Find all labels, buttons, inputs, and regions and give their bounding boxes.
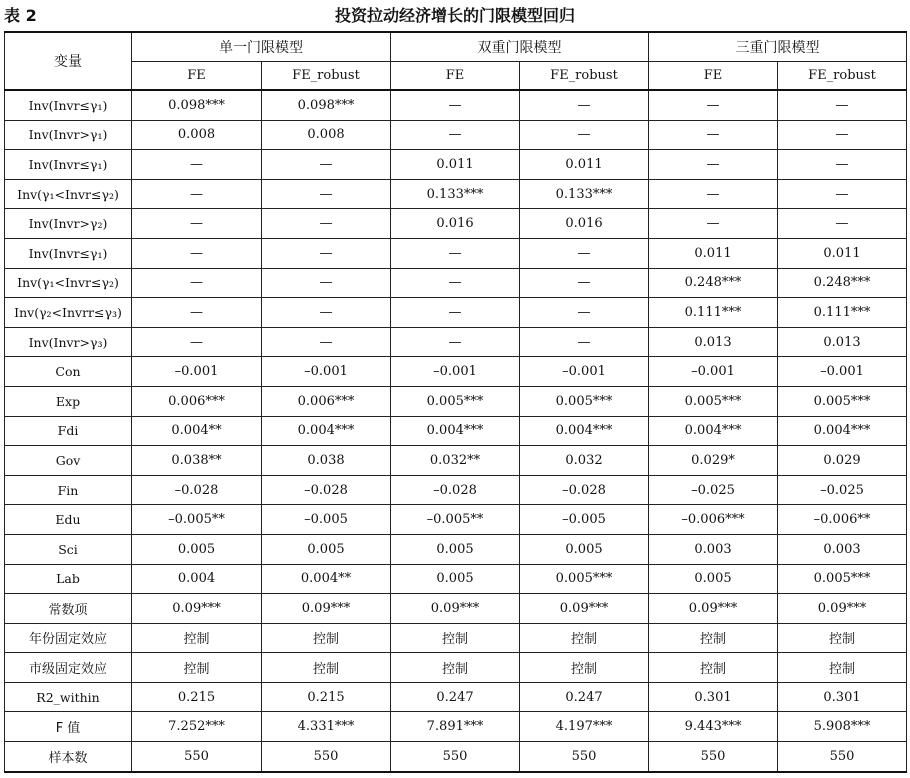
table-cell: –0.005 — [262, 505, 391, 535]
row-variable-label: Edu — [5, 505, 132, 535]
table-row — [5, 268, 907, 298]
table-row — [5, 594, 907, 624]
table-cell: — — [262, 179, 391, 209]
table-cell: 0.09*** — [132, 594, 262, 624]
row-variable-label: Sci — [5, 534, 132, 564]
table-row — [5, 623, 907, 653]
table-cell: — — [132, 298, 262, 328]
table-cell: 控制 — [391, 623, 520, 653]
table-cell: 4.331*** — [262, 712, 391, 742]
table-cell: — — [391, 298, 520, 328]
table-cell: 0.09*** — [262, 594, 391, 624]
table-cell: — — [132, 327, 262, 357]
table-cell: 0.248*** — [649, 268, 778, 298]
group-header-double: 双重门限模型 — [391, 32, 649, 62]
table-cell: — — [649, 209, 778, 239]
table-cell: 0.248*** — [778, 268, 907, 298]
subcol-header: FE_robust — [262, 62, 391, 91]
table-cell: 7.252*** — [132, 712, 262, 742]
table-row — [5, 150, 907, 180]
table-cell: –0.025 — [649, 475, 778, 505]
table-cell: 0.005*** — [520, 386, 649, 416]
table-cell: 550 — [520, 742, 649, 772]
subcol-header: FE_robust — [520, 62, 649, 91]
table-cell: 550 — [391, 742, 520, 772]
row-variable-label: Inv(γ₁<Invr≤γ₂) — [5, 179, 132, 209]
table-cell: 0.016 — [520, 209, 649, 239]
row-variable-label: Inv(Invr≤γ₁) — [5, 90, 132, 120]
table-row — [5, 120, 907, 150]
table-row — [5, 298, 907, 328]
table-cell: 0.029 — [778, 446, 907, 476]
row-variable-label: Exp — [5, 386, 132, 416]
table-cell: –0.006** — [778, 505, 907, 535]
table-cell: — — [649, 120, 778, 150]
table-row — [5, 682, 907, 712]
table-cell: 0.004*** — [262, 416, 391, 446]
table-cell: 0.005 — [391, 564, 520, 594]
table-row — [5, 475, 907, 505]
row-variable-label: Gov — [5, 446, 132, 476]
table-cell: 控制 — [649, 653, 778, 683]
table-cell: 0.301 — [649, 682, 778, 712]
table-cell: 0.247 — [520, 682, 649, 712]
table-cell: 0.005 — [649, 564, 778, 594]
table-cell: — — [649, 90, 778, 120]
table-cell: 0.004*** — [520, 416, 649, 446]
table-cell: 控制 — [778, 653, 907, 683]
row-variable-label: Fin — [5, 475, 132, 505]
table-row — [5, 505, 907, 535]
table-cell: –0.028 — [391, 475, 520, 505]
table-cell: 0.005 — [520, 534, 649, 564]
table-cell: 0.133*** — [391, 179, 520, 209]
row-variable-label: Fdi — [5, 416, 132, 446]
table-cell: — — [649, 179, 778, 209]
table-cell: — — [778, 150, 907, 180]
table-cell: –0.001 — [132, 357, 262, 387]
table-cell: –0.028 — [262, 475, 391, 505]
table-cell: — — [132, 268, 262, 298]
table-cell: –0.005** — [391, 505, 520, 535]
table-cell: — — [391, 327, 520, 357]
table-cell: 控制 — [132, 623, 262, 653]
table-cell: 0.301 — [778, 682, 907, 712]
table-row — [5, 653, 907, 683]
table-cell: — — [520, 90, 649, 120]
row-variable-label: Inv(γ₂<Invrr≤γ₃) — [5, 298, 132, 328]
table-cell: — — [262, 327, 391, 357]
table-cell: 0.004*** — [778, 416, 907, 446]
threshold-regression-table — [4, 31, 907, 773]
table-cell: — — [132, 238, 262, 268]
row-variable-label: Lab — [5, 564, 132, 594]
table-cell: 0.011 — [520, 150, 649, 180]
table-cell: 0.003 — [778, 534, 907, 564]
row-variable-label: Inv(Invr≤γ₁) — [5, 238, 132, 268]
table-row — [5, 386, 907, 416]
table-cell: –0.001 — [778, 357, 907, 387]
table-cell: 控制 — [262, 623, 391, 653]
header-row-subcols — [5, 62, 907, 91]
row-variable-label: Con — [5, 357, 132, 387]
table-cell: 0.111*** — [778, 298, 907, 328]
table-cell: 0.006*** — [132, 386, 262, 416]
table-cell: 0.004** — [262, 564, 391, 594]
table-cell: 0.005 — [132, 534, 262, 564]
table-cell: 9.443*** — [649, 712, 778, 742]
table-cell: 0.004 — [132, 564, 262, 594]
table-cell: 0.013 — [778, 327, 907, 357]
table-cell: — — [132, 179, 262, 209]
table-row — [5, 416, 907, 446]
row-variable-label: 常数项 — [5, 594, 132, 624]
table-cell: 0.09*** — [778, 594, 907, 624]
table-cell: 0.003 — [649, 534, 778, 564]
table-cell: 0.098*** — [262, 90, 391, 120]
table-cell: — — [649, 150, 778, 180]
subcol-header: FE_robust — [778, 62, 907, 91]
table-cell: — — [520, 298, 649, 328]
table-number: 表 2 — [4, 6, 37, 25]
table-row — [5, 564, 907, 594]
table-cell: 0.005*** — [391, 386, 520, 416]
table-row — [5, 712, 907, 742]
table-cell: –0.005** — [132, 505, 262, 535]
table-cell: 550 — [132, 742, 262, 772]
table-cell: 控制 — [520, 623, 649, 653]
table-cell: 控制 — [262, 653, 391, 683]
table-row — [5, 179, 907, 209]
table-row — [5, 209, 907, 239]
table-cell: –0.025 — [778, 475, 907, 505]
table-cell: 5.908*** — [778, 712, 907, 742]
table-cell: — — [391, 90, 520, 120]
table-caption — [4, 4, 906, 28]
table-cell: 0.215 — [262, 682, 391, 712]
table-cell: 4.197*** — [520, 712, 649, 742]
table-cell: –0.006*** — [649, 505, 778, 535]
header-row-groups — [5, 32, 907, 62]
table-row — [5, 90, 907, 120]
table-cell: 0.005 — [391, 534, 520, 564]
table-cell: –0.001 — [520, 357, 649, 387]
table-cell: — — [262, 209, 391, 239]
table-cell: 0.09*** — [520, 594, 649, 624]
table-cell: 0.005*** — [778, 386, 907, 416]
table-cell: 0.005*** — [778, 564, 907, 594]
table-cell: — — [778, 120, 907, 150]
table-cell: 0.004*** — [649, 416, 778, 446]
table-cell: 0.215 — [132, 682, 262, 712]
table-cell: 0.008 — [132, 120, 262, 150]
table-cell: 控制 — [778, 623, 907, 653]
table-cell: 0.032 — [520, 446, 649, 476]
table-cell: 0.029* — [649, 446, 778, 476]
table-cell: 0.247 — [391, 682, 520, 712]
table-cell: 控制 — [649, 623, 778, 653]
table-row — [5, 327, 907, 357]
table-cell: 0.011 — [778, 238, 907, 268]
table-row — [5, 534, 907, 564]
table-title: 投资拉动经济增长的门限模型回归 — [334, 6, 575, 25]
table-cell: 0.133*** — [520, 179, 649, 209]
table-cell: — — [520, 120, 649, 150]
group-header-single: 单一门限模型 — [132, 32, 391, 62]
group-header-triple: 三重门限模型 — [649, 32, 907, 62]
row-variable-label: 市级固定效应 — [5, 653, 132, 683]
table-cell: 0.005 — [262, 534, 391, 564]
table-cell: 0.008 — [262, 120, 391, 150]
row-variable-label: Inv(Invr>γ₂) — [5, 209, 132, 239]
table-row — [5, 357, 907, 387]
table-cell: 0.005*** — [649, 386, 778, 416]
table-cell: 550 — [262, 742, 391, 772]
table-cell: — — [520, 268, 649, 298]
table-cell: 550 — [649, 742, 778, 772]
table-cell: –0.001 — [649, 357, 778, 387]
table-cell: 0.038** — [132, 446, 262, 476]
table-cell: — — [262, 298, 391, 328]
table-cell: 0.013 — [649, 327, 778, 357]
subcol-header: FE — [391, 62, 520, 91]
table-cell: — — [778, 179, 907, 209]
table-cell: 0.004** — [132, 416, 262, 446]
table-cell: –0.001 — [262, 357, 391, 387]
table-cell: 7.891*** — [391, 712, 520, 742]
table-cell: –0.028 — [132, 475, 262, 505]
table-cell: — — [778, 90, 907, 120]
table-cell: –0.028 — [520, 475, 649, 505]
table-body — [5, 90, 907, 772]
table-cell: –0.005 — [520, 505, 649, 535]
table-cell: — — [778, 209, 907, 239]
table-cell: — — [520, 238, 649, 268]
table-cell: 0.038 — [262, 446, 391, 476]
table-cell: 0.006*** — [262, 386, 391, 416]
table-cell: 0.098*** — [132, 90, 262, 120]
table-cell: — — [391, 268, 520, 298]
table-cell: 0.016 — [391, 209, 520, 239]
table-cell: 0.09*** — [649, 594, 778, 624]
row-variable-label: Inv(Invr≤γ₁) — [5, 150, 132, 180]
table-row — [5, 238, 907, 268]
row-variable-label: R2_within — [5, 682, 132, 712]
row-variable-label: Inv(Invr>γ₃) — [5, 327, 132, 357]
variable-header: 变量 — [5, 32, 132, 90]
table-row — [5, 446, 907, 476]
subcol-header: FE — [649, 62, 778, 91]
table-cell: — — [391, 238, 520, 268]
row-variable-label: 年份固定效应 — [5, 623, 132, 653]
table-cell: 0.005*** — [520, 564, 649, 594]
table-cell: — — [262, 268, 391, 298]
table-cell: — — [262, 238, 391, 268]
table-row — [5, 742, 907, 772]
table-cell: 控制 — [520, 653, 649, 683]
table-cell: 0.111*** — [649, 298, 778, 328]
subcol-header: FE — [132, 62, 262, 91]
table-cell: 控制 — [391, 653, 520, 683]
row-variable-label: 样本数 — [5, 742, 132, 772]
table-cell: –0.001 — [391, 357, 520, 387]
row-variable-label: Inv(Invr>γ₁) — [5, 120, 132, 150]
table-cell: 0.011 — [649, 238, 778, 268]
table-cell: 控制 — [132, 653, 262, 683]
table-cell: 550 — [778, 742, 907, 772]
row-variable-label: Inv(γ₁<Invr≤γ₂) — [5, 268, 132, 298]
table-cell: — — [132, 150, 262, 180]
table-cell: — — [262, 150, 391, 180]
table-cell: 0.09*** — [391, 594, 520, 624]
table-cell: 0.004*** — [391, 416, 520, 446]
table-cell: — — [520, 327, 649, 357]
table-cell: 0.011 — [391, 150, 520, 180]
table-cell: — — [132, 209, 262, 239]
row-variable-label: F 值 — [5, 712, 132, 742]
table-cell: 0.032** — [391, 446, 520, 476]
table-cell: — — [391, 120, 520, 150]
